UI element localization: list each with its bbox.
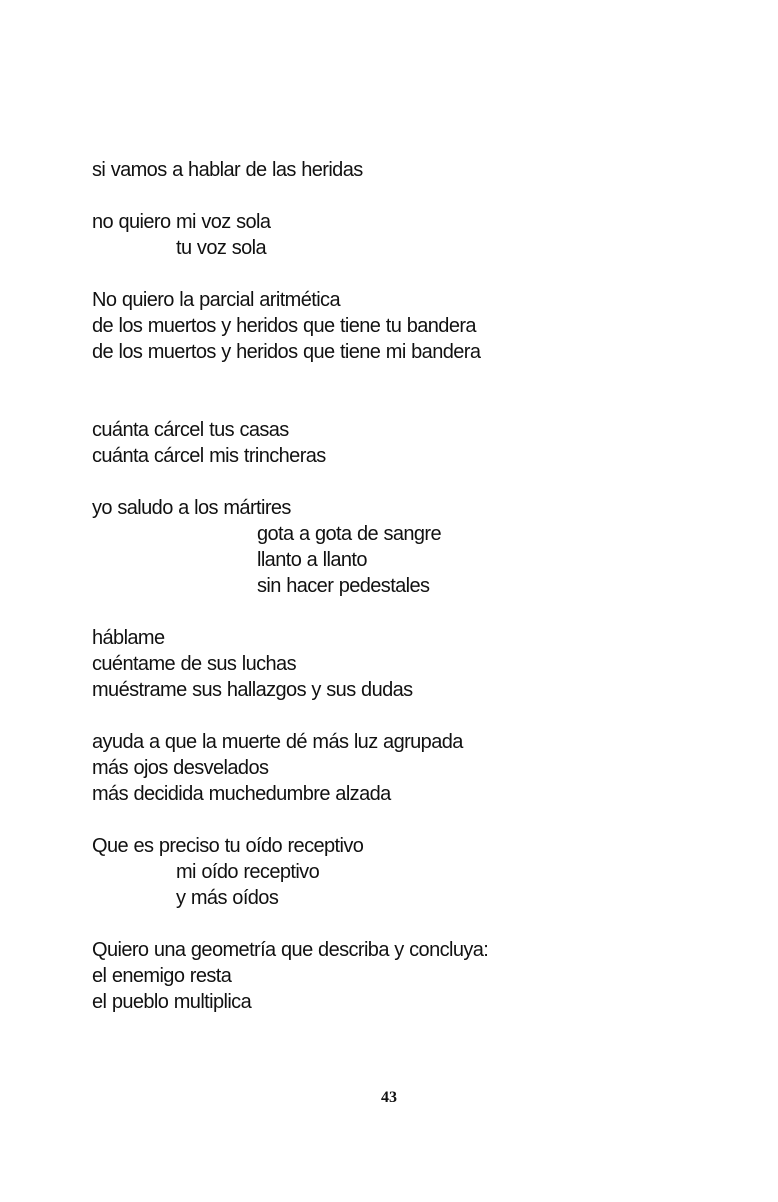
poem-line: de los muertos y heridos que tiene tu bandera [92,315,476,337]
poem-line: el enemigo resta [92,965,232,987]
poem-line: más decidida muchedumbre alzada [92,783,391,805]
poem-line: tu voz sola [176,237,267,259]
poem-line: sin hacer pedestales [257,575,430,597]
poem-line: cuánta cárcel mis trincheras [92,445,326,467]
poem-line: mi oído receptivo [176,861,320,883]
poem-line: más ojos desvelados [92,757,269,779]
poem-line: gota a gota de sangre [257,523,441,545]
poem-line: el pueblo multiplica [92,991,252,1013]
poem-line: llanto a llanto [257,549,367,571]
poem-line: ayuda a que la muerte dé más luz agrupada [92,731,463,753]
poem-line: si vamos a hablar de las heridas [92,159,363,181]
poem-line: Que es preciso tu oído receptivo [92,835,364,857]
poem-line: de los muertos y heridos que tiene mi bandera [92,341,481,363]
poem-line: muéstrame sus hallazgos y sus dudas [92,679,413,701]
poem-line: cuéntame de sus luchas [92,653,296,675]
poem-line: cuánta cárcel tus casas [92,419,289,441]
poem-body [92,157,752,1015]
poem-line: Quiero una geometría que describa y concluya: [92,939,489,961]
poem-line: No quiero la parcial aritmética [92,289,340,311]
poem-line: no quiero mi voz sola [92,211,271,233]
poem-line: yo saludo a los mártires [92,497,291,519]
poem-line: y más oídos [176,887,279,909]
page-number: 43 [381,1089,397,1106]
poem-line: háblame [92,627,165,649]
